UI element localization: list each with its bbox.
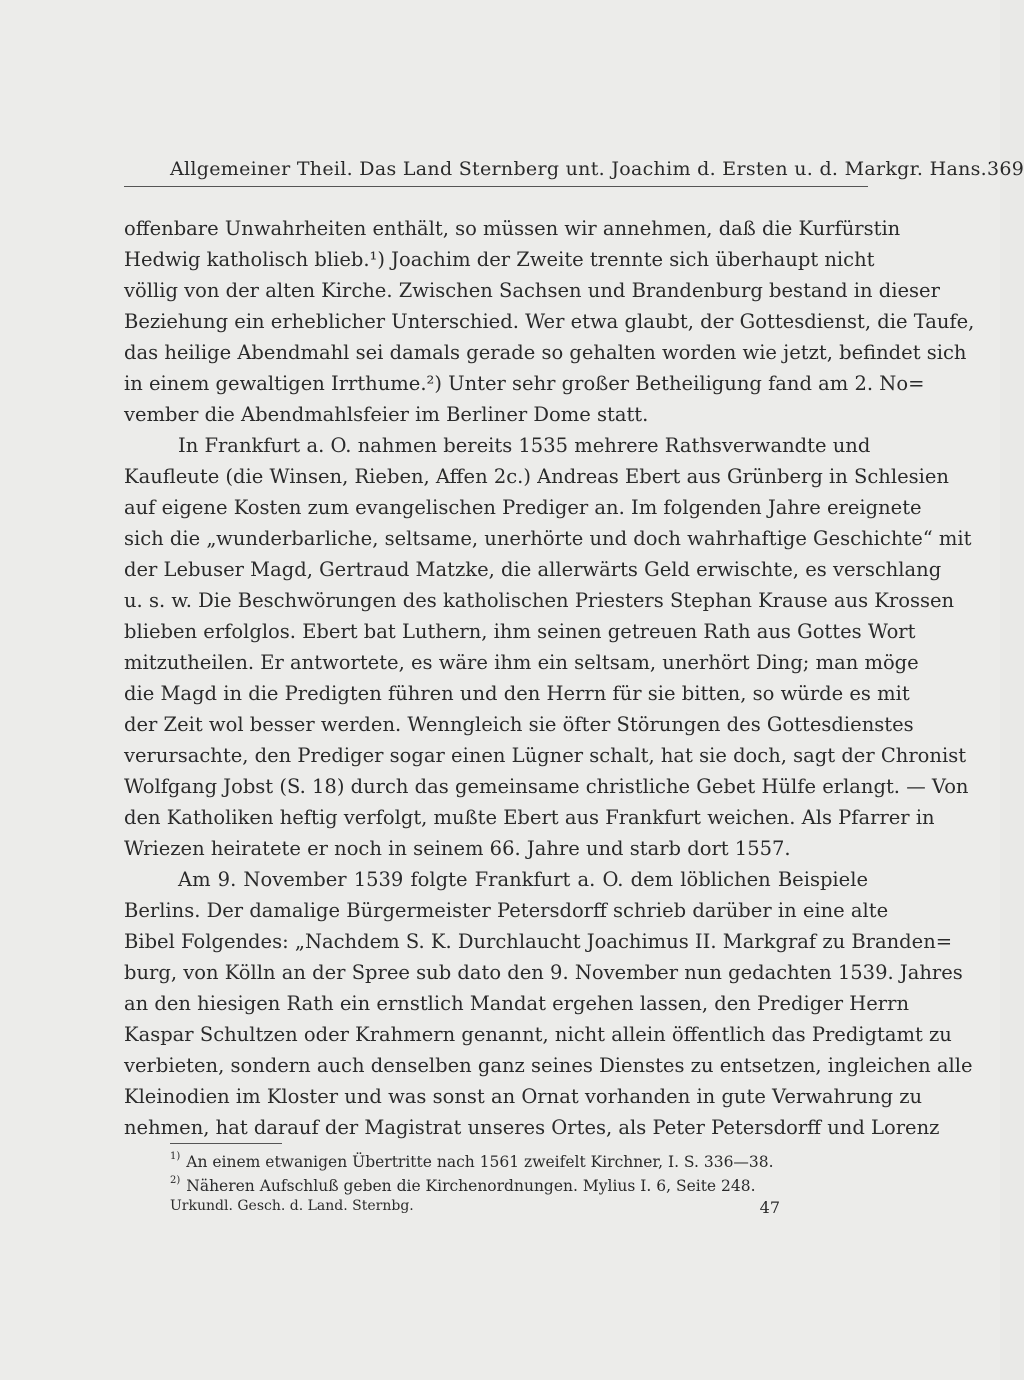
text-line: der Zeit wol besser werden. Wenngleich sie öfter Störungen des Gottesdienstes bbox=[124, 713, 914, 736]
text-line: nehmen, hat darauf der Magistrat unseres Ortes, als Peter Petersdorff und Lorenz bbox=[124, 1116, 940, 1139]
text-line: Kleinodien im Kloster und was sonst an Ornat vorhanden in gute Verwahrung zu bbox=[124, 1085, 923, 1108]
text-line: das heilige Abendmahl sei damals gerade so gehalten worden wie jetzt, befindet sich bbox=[124, 341, 967, 364]
text-line: in einem gewaltigen Irrthume.²) Unter sehr großer Betheiligung fand am 2. No= bbox=[124, 372, 925, 395]
text-line: verursachte, den Prediger sogar einen Lügner schalt, hat sie doch, sagt der Chronist bbox=[124, 744, 967, 767]
text-line: mitzutheilen. Er antwortete, es wäre ihm ein seltsam, unerhört Ding; man möge bbox=[124, 651, 919, 674]
text-line: Wolfgang Jobst (S. 18) durch das gemeinsame christliche Gebet Hülfe erlangt. — Von bbox=[124, 775, 969, 798]
body-text bbox=[124, 213, 975, 1143]
text-line: Beziehung ein erheblicher Unterschied. Wer etwa glaubt, der Gottesdienst, die Taufe, bbox=[124, 310, 975, 333]
footnote bbox=[170, 1150, 810, 1174]
printer-signature-line bbox=[170, 1198, 780, 1217]
running-title: Allgemeiner Theil. Das Land Sternberg unt. Joachim d. Ersten u. d. Markgr. Hans. bbox=[170, 158, 988, 180]
text-line: den Katholiken heftig verfolgt, mußte Ebert aus Frankfurt weichen. Als Pfarrer in bbox=[124, 806, 935, 829]
text-line: sich die „wunderbarliche, seltsame, unerhörte und doch wahrhaftige Geschichte“ mit bbox=[124, 527, 972, 550]
text-line: Berlins. Der damalige Bürgermeister Petersdorff schrieb darüber in eine alte bbox=[124, 899, 889, 922]
page-number: 369 bbox=[987, 158, 1024, 180]
header-rule bbox=[124, 186, 868, 187]
text-line: die Magd in die Predigten führen und den Herrn für sie bitten, so würde es mit bbox=[124, 682, 910, 705]
footnote-rule bbox=[170, 1143, 282, 1144]
text-line: völlig von der alten Kirche. Zwischen Sachsen und Brandenburg bestand in dieser bbox=[124, 279, 940, 302]
text-line: burg, von Kölln an der Spree sub dato den 9. November nun gedachten 1539. Jahres bbox=[124, 961, 963, 984]
signature-title: Urkundl. Gesch. d. Land. Sternbg. bbox=[170, 1198, 414, 1214]
text-line: verbieten, sondern auch denselben ganz seines Dienstes zu entsetzen, ingleichen alle bbox=[124, 1054, 973, 1077]
text-line: Hedwig katholisch blieb.¹) Joachim der Zweite trennte sich überhaupt nicht bbox=[124, 248, 875, 271]
text-line: vember die Abendmahlsfeier im Berliner Dome statt. bbox=[124, 403, 649, 426]
footnote-text: An einem etwanigen Übertritte nach 1561 zweifelt Kirchner, I. S. 336—38. bbox=[186, 1153, 774, 1171]
text-line: an den hiesigen Rath ein ernstlich Mandat ergehen lassen, den Prediger Herrn bbox=[124, 992, 909, 1015]
text-line: blieben erfolglos. Ebert bat Luthern, ihm seinen getreuen Rath aus Gottes Wort bbox=[124, 620, 916, 643]
text-line: Wriezen heiratete er noch in seinem 66. Jahre und starb dort 1557. bbox=[124, 837, 791, 860]
running-header bbox=[170, 158, 1024, 180]
text-line: auf eigene Kosten zum evangelischen Prediger an. Im folgenden Jahre ereignete bbox=[124, 496, 922, 519]
sheet-number: 47 bbox=[759, 1198, 780, 1217]
footnote-mark: 1) bbox=[170, 1151, 181, 1162]
text-line: offenbare Unwahrheiten enthält, so müssen wir annehmen, daß die Kurfürstin bbox=[124, 217, 901, 240]
text-line: Kaufleute (die Winsen, Rieben, Affen 2c.) Andreas Ebert aus Grünberg in Schlesien bbox=[124, 465, 949, 488]
text-line: In Frankfurt a. O. nahmen bereits 1535 mehrere Rathsverwandte und bbox=[178, 434, 871, 457]
footnotes bbox=[170, 1150, 810, 1198]
text-line: Bibel Folgendes: „Nachdem S. K. Durchlaucht Joachimus II. Markgraf zu Branden= bbox=[124, 930, 953, 953]
text-line: u. s. w. Die Beschwörungen des katholischen Priesters Stephan Krause aus Krossen bbox=[124, 589, 955, 612]
footnote-mark: 2) bbox=[170, 1175, 181, 1186]
text-line: Kaspar Schultzen oder Krahmern genannt, nicht allein öffentlich das Predigtamt zu bbox=[124, 1023, 952, 1046]
footnote bbox=[170, 1174, 810, 1198]
text-line: Am 9. November 1539 folgte Frankfurt a. O. dem löblichen Beispiele bbox=[178, 868, 868, 891]
text-line: der Lebuser Magd, Gertraud Matzke, die allerwärts Geld erwischte, es verschlang bbox=[124, 558, 942, 581]
footnote-text: Näheren Aufschluß geben die Kirchenordnungen. Mylius I. 6, Seite 248. bbox=[186, 1177, 756, 1195]
